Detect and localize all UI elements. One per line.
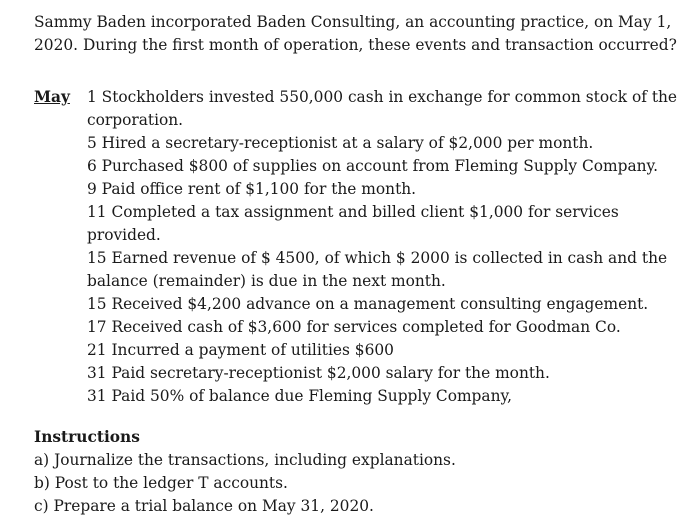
transaction-line: 1 Stockholders invested 550,000 cash in exchange for common stock of the (87, 88, 678, 106)
transaction-line: 6 Purchased $800 of supplies on account from Fleming Supply Company. (87, 157, 659, 175)
instructions-list (34, 449, 674, 518)
transaction-line: 11 Completed a tax assignment and billed client $1,000 for services provided. (87, 203, 619, 244)
instruction-item: b) Post to the ledger T accounts. (34, 474, 288, 492)
transaction-line: 31 Paid 50% of balance due Fleming Supply Company, (87, 387, 513, 405)
month-label: May (34, 88, 70, 106)
transaction-line: 9 Paid office rent of $1,100 for the month. (87, 180, 417, 198)
intro-line: Sammy Baden incorporated Baden Consulting, an accounting practice, on May 1, (34, 13, 672, 31)
problem-intro (34, 11, 684, 57)
transaction-line: corporation. (87, 111, 184, 129)
transaction-line: 5 Hired a secretary-receptionist at a salary of $2,000 per month. (87, 134, 594, 152)
intro-line: 2020. During the first month of operation, these events and transaction occurred? (34, 36, 677, 54)
instruction-item: c) Prepare a trial balance on May 31, 2020. (34, 497, 374, 515)
transaction-line: balance (remainder) is due in the next month. (87, 272, 446, 290)
instruction-item: a) Journalize the transactions, including explanations. (34, 451, 456, 469)
instructions-heading: Instructions (34, 428, 140, 446)
instructions-section (34, 426, 674, 518)
transaction-line: 15 Received $4,200 advance on a management consulting engagement. (87, 295, 649, 313)
transaction-line: 31 Paid secretary-receptionist $2,000 salary for the month. (87, 364, 550, 382)
transaction-list (87, 86, 687, 408)
transaction-line: 21 Incurred a payment of utilities $600 (87, 341, 394, 359)
transaction-line: 17 Received cash of $3,600 for services completed for Goodman Co. (87, 318, 621, 336)
transaction-line: 15 Earned revenue of $ 4500, of which $ 2000 is collected in cash and the (87, 249, 668, 267)
